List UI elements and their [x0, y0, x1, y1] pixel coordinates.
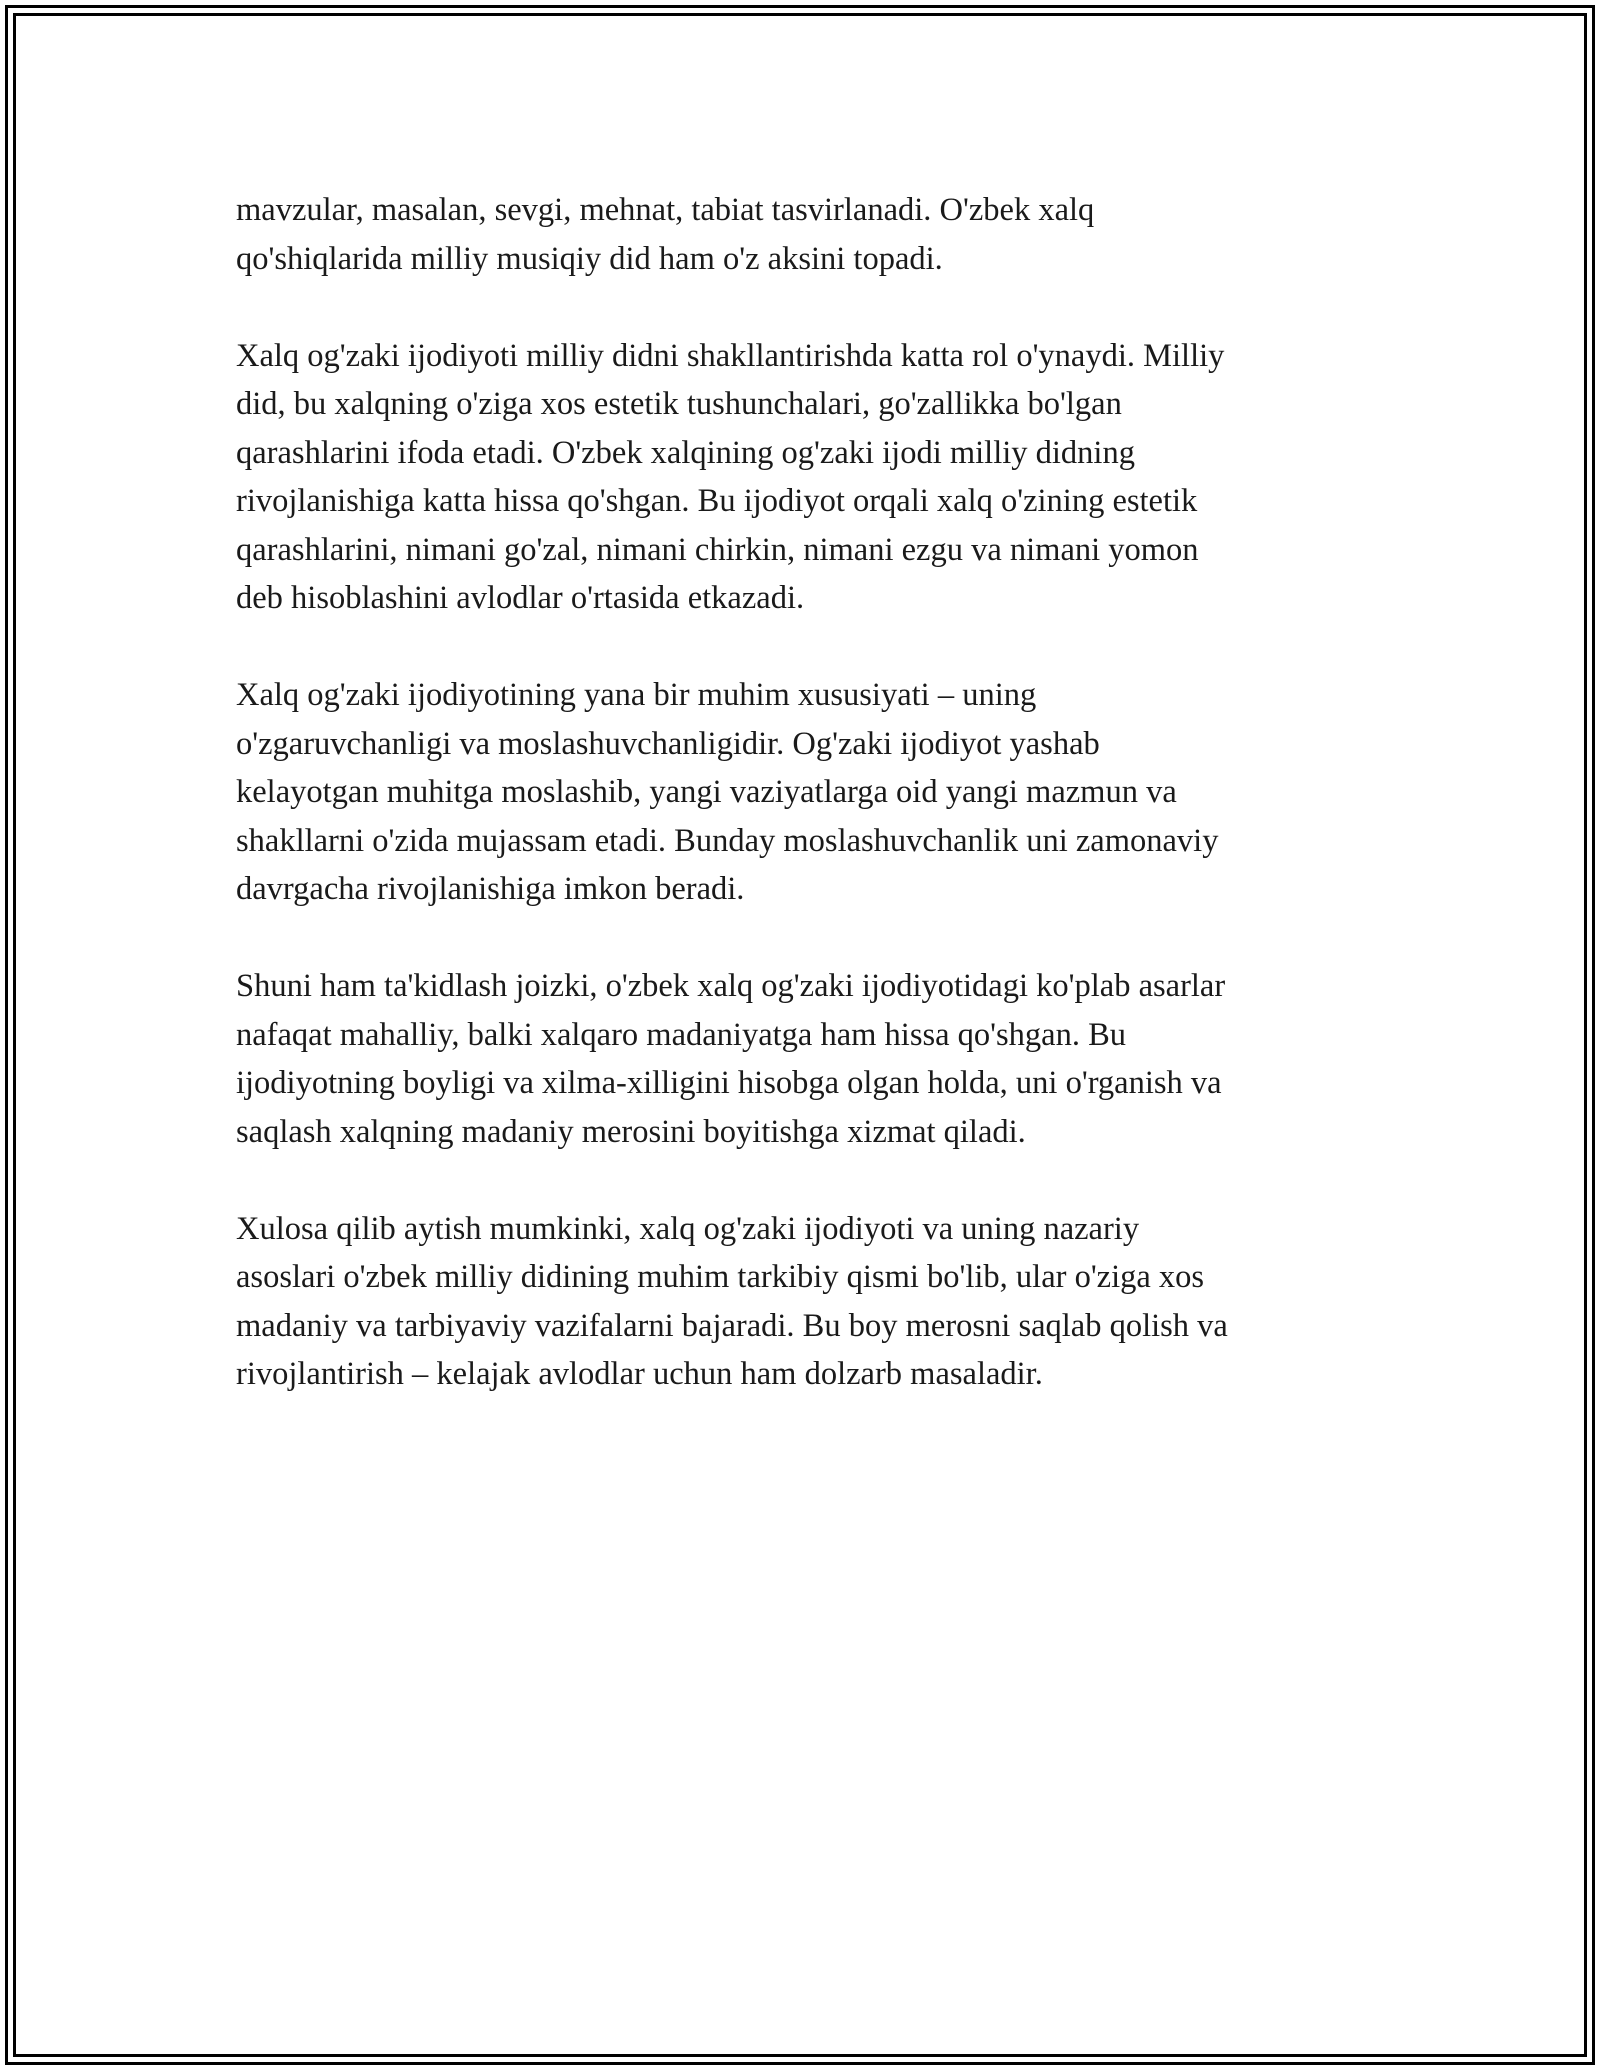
- text-line: rivojlantirish – kelajak avlodlar uchun ham dolzarb masaladir.: [236, 1356, 1043, 1392]
- paragraph-2: [236, 332, 1368, 623]
- text-line: davrgacha rivojlanishiga imkon beradi.: [236, 871, 745, 907]
- text-line: deb hisoblashini avlodlar o'rtasida etkazadi.: [236, 580, 805, 616]
- text-line: ijodiyotning boyligi va xilma-xilligini hisobga olgan holda, uni o'rganish va: [236, 1065, 1222, 1101]
- text-line: shakllarni o'zida mujassam etadi. Bunday moslashuvchanlik uni zamonaviy: [236, 822, 1219, 859]
- text-line: qarashlarini ifoda etadi. O'zbek xalqining og'zaki ijodi milliy didning: [236, 434, 1135, 471]
- paragraph-4: [236, 962, 1368, 1156]
- text-line: saqlash xalqning madaniy merosini boyitishga xizmat qiladi.: [236, 1113, 1026, 1150]
- text-line: Xulosa qilib aytish mumkinki, xalq og'zaki ijodiyoti va uning nazariy: [236, 1210, 1140, 1247]
- document-body: [236, 186, 1368, 1447]
- text-line: Shuni ham ta'kidlash joizki, o'zbek xalq og'zaki ijodiyotidagi ko'plab asarlar: [236, 968, 1226, 1004]
- text-line: madaniy va tarbiyaviy vazifalarni bajaradi. Bu boy merosni saqlab qolish va: [236, 1307, 1228, 1344]
- text-line: mavzular, masalan, sevgi, mehnat, tabiat tasvirlanadi. O'zbek xalq: [236, 192, 1095, 228]
- paragraph-5: [236, 1205, 1368, 1399]
- text-line: Xalq og'zaki ijodiyoti milliy didni shakllantirishda katta rol o'ynaydi. Milliy: [236, 337, 1225, 374]
- text-line: asoslari o'zbek milliy didining muhim tarkibiy qismi bo'lib, ular o'ziga xos: [236, 1259, 1205, 1295]
- text-line: kelayotgan muhitga moslashib, yangi vaziyatlarga oid yangi mazmun va: [236, 774, 1177, 810]
- text-line: qarashlarini, nimani go'zal, nimani chirkin, nimani ezgu va nimani yomon: [236, 531, 1199, 568]
- text-line: o'zgaruvchanligi va moslashuvchanligidir. Og'zaki ijodiyot yashab: [236, 725, 1100, 762]
- text-line: Xalq og'zaki ijodiyotining yana bir muhim xususiyati – uning: [236, 677, 1037, 713]
- text-line: rivojlanishiga katta hissa qo'shgan. Bu ijodiyot orqali xalq o'zining estetik: [236, 483, 1198, 519]
- text-line: nafaqat mahalliy, balki xalqaro madaniyatga ham hissa qo'shgan. Bu: [236, 1016, 1127, 1053]
- text-line: qo'shiqlarida milliy musiqiy did ham o'z aksini topadi.: [236, 240, 943, 277]
- paragraph-1: [236, 186, 1368, 283]
- paragraph-3: [236, 671, 1368, 914]
- text-line: did, bu xalqning o'ziga xos estetik tushunchalari, go'zallikka bo'lgan: [236, 386, 1122, 422]
